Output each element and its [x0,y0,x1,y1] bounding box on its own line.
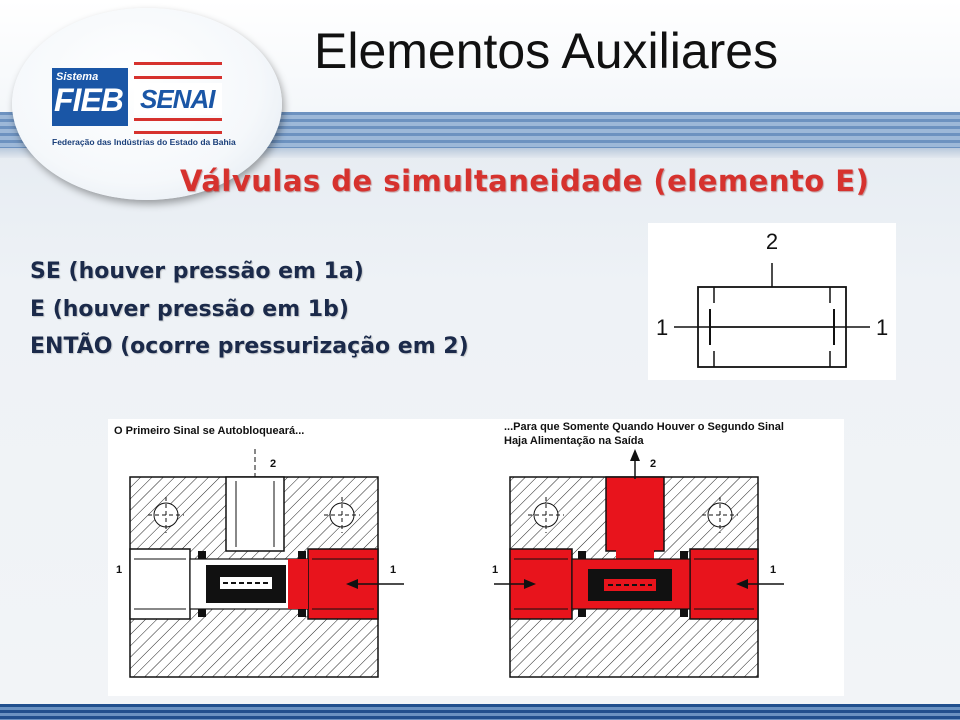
condition-line: ENTÃO (ocorre pressurização em 2) [30,334,469,359]
logo-sistema-text: Sistema [56,71,99,83]
left-port-2-label: 2 [270,458,277,470]
senai-red-line [134,62,222,65]
cutaway-drawings [108,419,844,696]
logo-senai-text: SENAI [140,84,215,114]
cutaway-right [492,449,784,677]
and-valve-symbol-drawing [648,223,896,380]
footer-stripes [0,704,960,720]
cutaway-left [116,449,404,677]
left-port-1-right-label: 1 [390,564,397,576]
valve-cutaway-figure [108,419,844,696]
condition-line: E (houver pressão em 1b) [30,297,349,322]
logo-fieb-text: FIEB [54,82,123,118]
symbol-port-1-left-label: 1 [656,315,669,340]
right-port-2-label: 2 [650,458,657,470]
senai-red-line [134,131,222,134]
slide-subtitle: Válvulas de simultaneidade (elemento E) [180,164,870,198]
logo-federacao-text: Federação das Indústrias do Estado da Bahia [52,137,236,147]
and-valve-symbol [648,223,896,380]
page-title: Elementos Auxiliares [314,23,779,79]
left-port-1-left-label: 1 [116,564,123,576]
figure-caption-left: O Primeiro Sinal se Autobloqueará... [114,425,305,437]
symbol-port-1-right-label: 1 [876,315,889,340]
senai-red-line [134,76,222,79]
figure-caption-right-line1: ...Para que Somente Quando Houver o Segundo Sinal [504,421,784,433]
symbol-port-2-label: 2 [765,229,779,254]
senai-red-line [134,118,222,121]
condition-line: SE (houver pressão em 1a) [30,259,364,284]
figure-caption-right-line2: Haja Alimentação na Saída [504,435,644,447]
right-port-1-left-label: 1 [492,564,499,576]
right-port-1-right-label: 1 [770,564,777,576]
